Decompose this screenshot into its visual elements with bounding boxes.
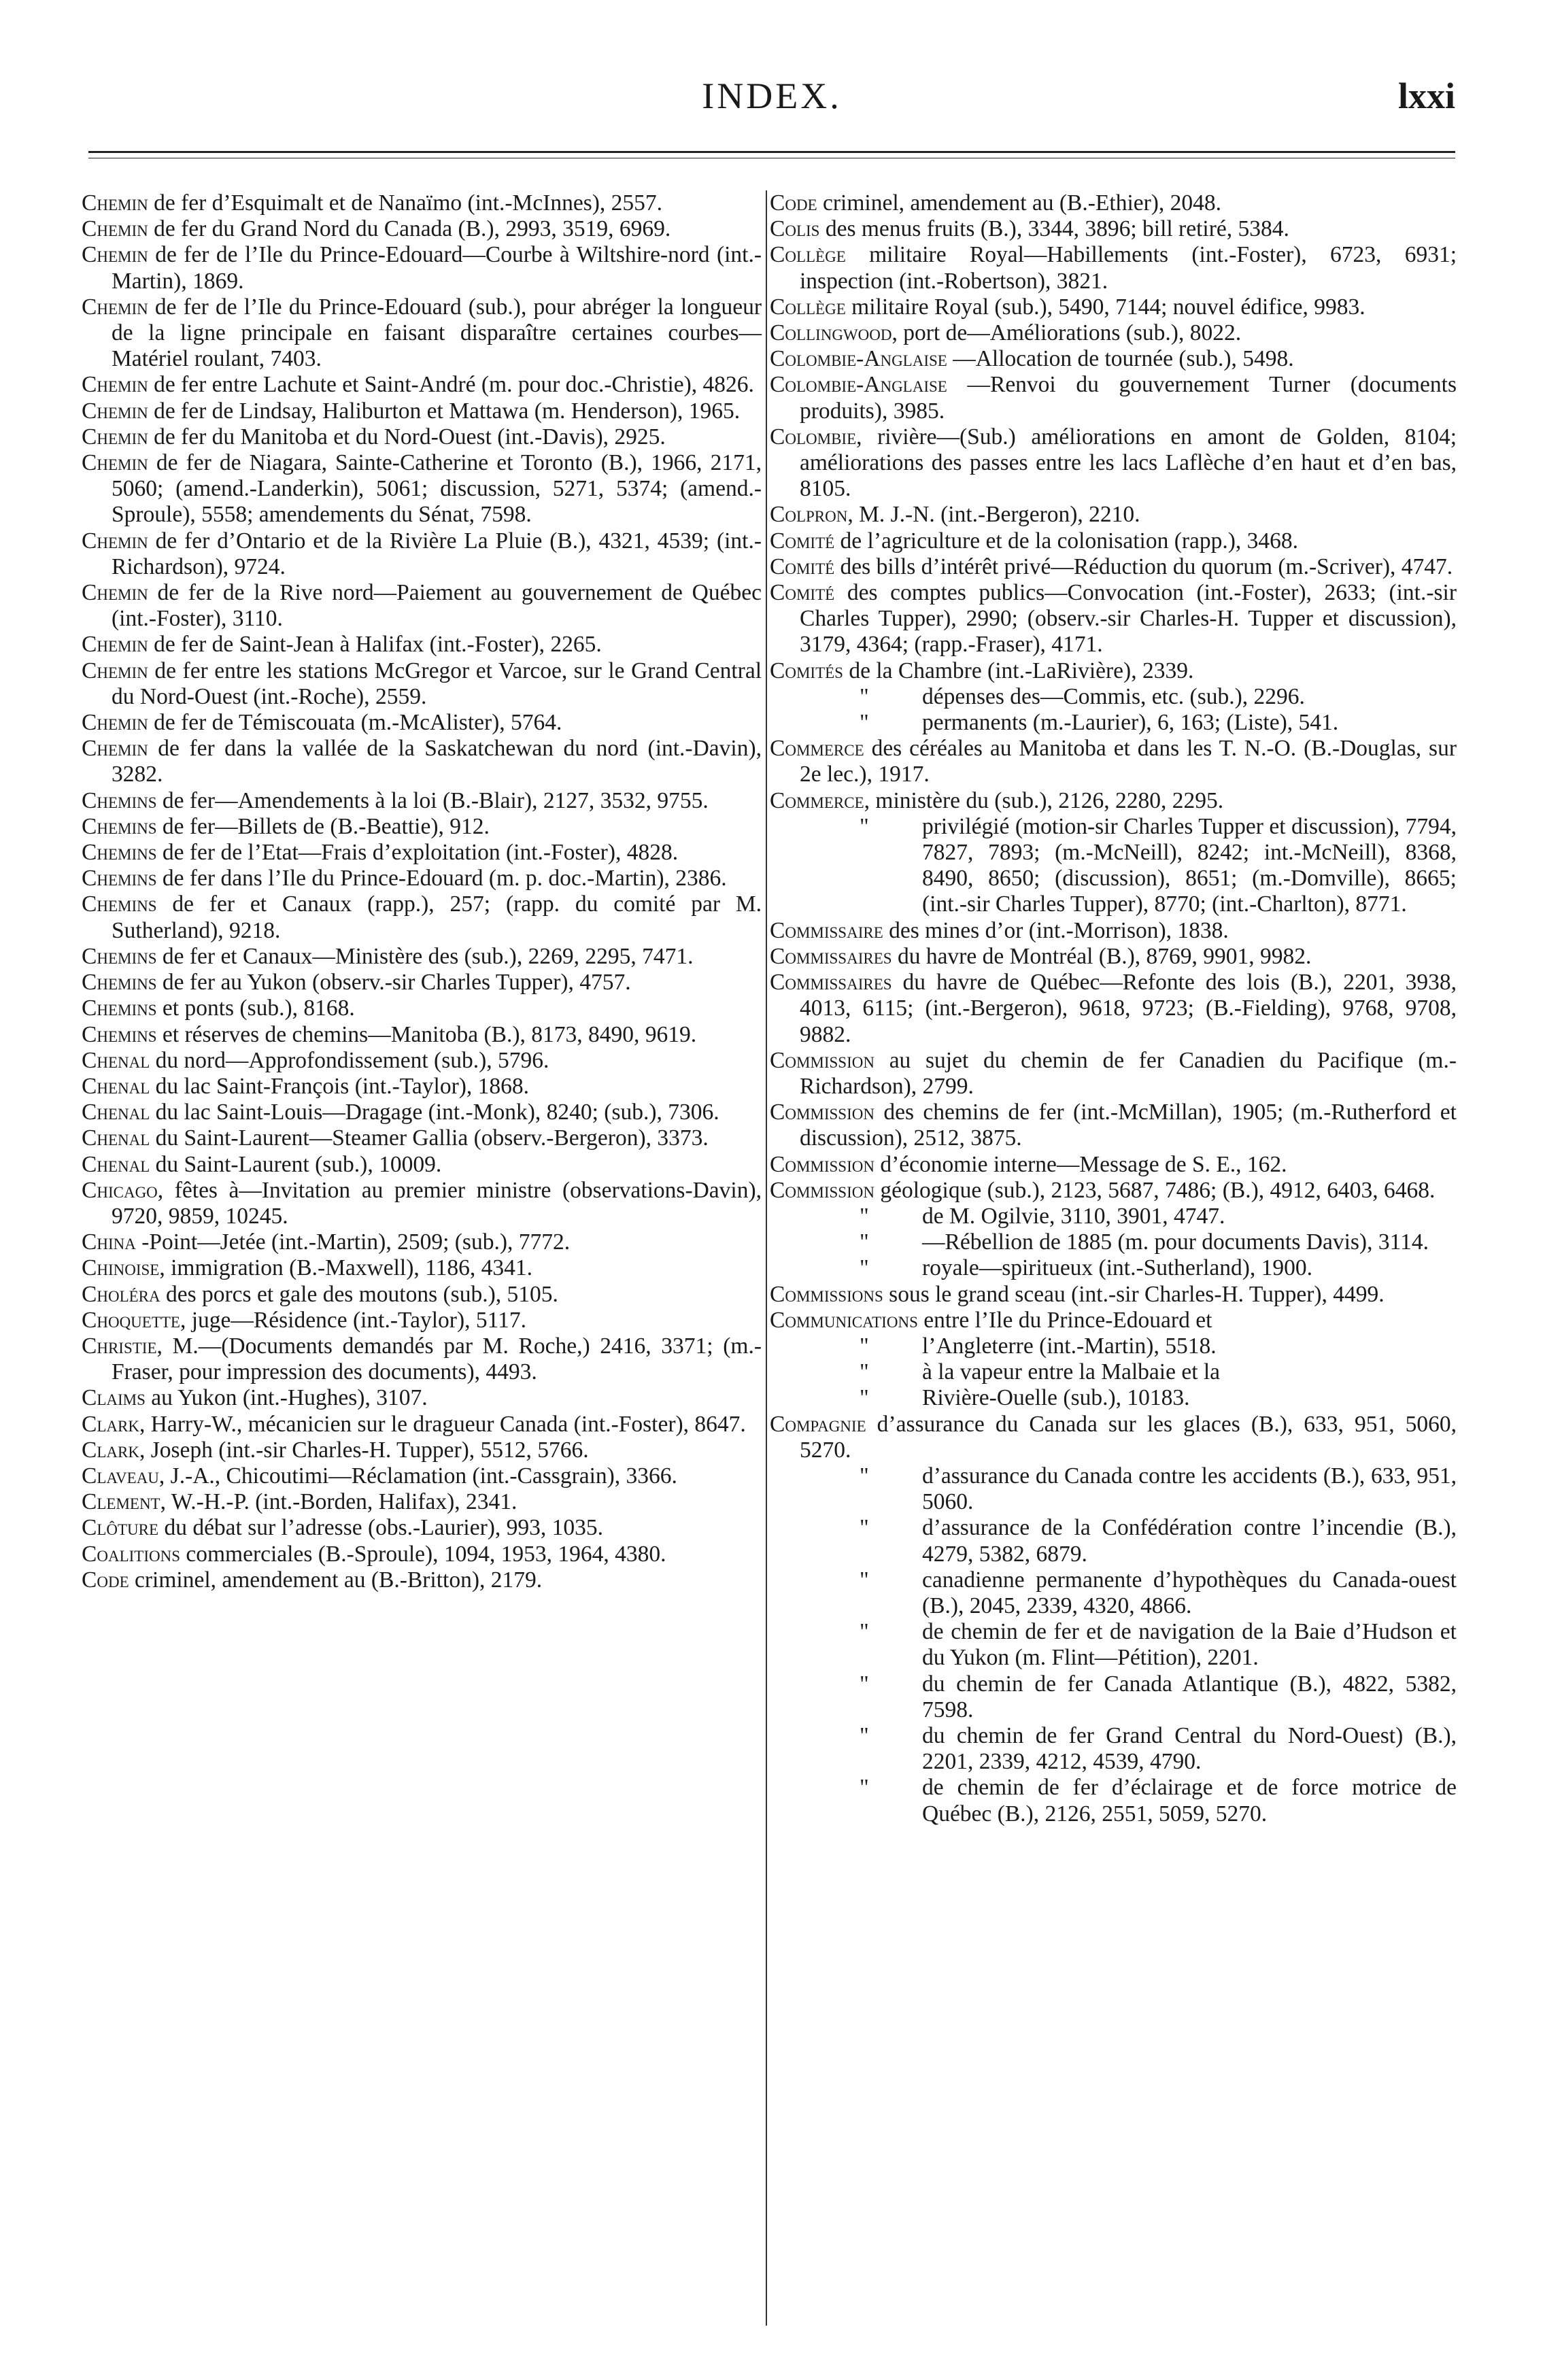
index-entry	[770, 736, 1457, 787]
page-title: INDEX.	[702, 75, 842, 116]
entry-text: —Allocation de tournée (sub.), 5498.	[953, 346, 1294, 372]
entry-text: rivière—(Sub.) améliorations en amont de Golden, 8104; améliorations des passes entre les lacs Laflèche d’en haut et d’en bas, 8105.	[800, 424, 1457, 502]
entry-text: des porcs et gale des moutons (sub.), 5105.	[166, 1281, 558, 1307]
index-entry	[82, 891, 762, 943]
index-entry	[770, 814, 1457, 918]
entry-text: sous le grand sceau (int.-sir Charles-H. Tupper), 4499.	[889, 1281, 1385, 1307]
index-entry	[82, 1333, 762, 1385]
entry-heading: Colis	[770, 216, 820, 242]
index-entry	[770, 502, 1457, 528]
ditto-mark: "	[860, 683, 869, 709]
entry-text: et réserves de chemins—Manitoba (B.), 8173, 8490, 9619.	[162, 1021, 697, 1047]
entry-text: Joseph (int.-sir Charles-H. Tupper), 5512, 5766.	[150, 1437, 589, 1463]
index-entry	[770, 1048, 1457, 1100]
entry-heading: Chenal	[82, 1125, 150, 1151]
entry-text: de fer de l’Ile du Prince-Edouard—Courbe à Wiltshire-nord (int.-Martin), 1869.	[112, 242, 762, 294]
index-entry	[82, 814, 762, 840]
entry-heading: Code	[770, 190, 817, 216]
index-entry	[770, 1333, 1457, 1359]
entry-text: du havre de Montréal (B.), 8769, 9901, 9982.	[897, 943, 1312, 969]
entry-heading: Chenal	[82, 1073, 150, 1099]
index-entry	[82, 788, 762, 814]
entry-text: du lac Saint-François (int.-Taylor), 1868.	[155, 1073, 530, 1099]
ditto-mark: "	[860, 1203, 869, 1229]
index-entry	[82, 944, 762, 970]
entry-heading: Chemin	[82, 190, 148, 216]
index-entry	[770, 372, 1457, 424]
entry-heading: Chinoise,	[82, 1255, 165, 1281]
entry-text: de fer de Niagara, Sainte-Catherine et Toronto (B.), 1966, 2171, 5060; (amend.-Landerkin), 5061; discussion, 5271, 5374; (amend.-Sproule), 5558; amendements du Sénat, 7598.	[112, 450, 762, 528]
entry-text: J.-A., Chicoutimi—Réclamation (int.-Cassgrain), 3366.	[170, 1463, 677, 1489]
index-entry	[82, 1385, 762, 1411]
entry-heading: Collège	[770, 294, 846, 320]
entry-heading: Clement,	[82, 1489, 166, 1515]
index-entry	[82, 1022, 762, 1048]
index-entry	[82, 710, 762, 736]
entry-heading: Claims	[82, 1385, 146, 1411]
index-entry	[770, 710, 1457, 736]
index-entry	[82, 1463, 762, 1489]
entry-heading: Chemins	[82, 891, 157, 917]
entry-heading: Commission	[770, 1177, 875, 1203]
entry-text: de fer—Billets de (B.-Beattie), 912.	[162, 813, 490, 839]
entry-text: -Point—Jetée (int.-Martin), 2509; (sub.), 7772.	[141, 1229, 571, 1255]
entry-text: du chemin de fer Grand Central du Nord-Ouest) (B.), 2201, 2339, 4212, 4539, 4790.	[922, 1722, 1457, 1775]
index-entry	[82, 736, 762, 787]
entry-text: de la Chambre (int.-LaRivière), 2339.	[849, 658, 1194, 683]
entry-heading: Chemins	[82, 943, 157, 969]
entry-heading: Christie,	[82, 1333, 163, 1359]
entry-text: du Saint-Laurent (sub.), 10009.	[155, 1151, 442, 1177]
index-entry	[82, 398, 762, 424]
index-entry	[770, 1152, 1457, 1178]
ditto-mark: "	[860, 1333, 869, 1359]
index-entry	[770, 346, 1457, 372]
ditto-mark: "	[860, 813, 869, 839]
entry-text: Harry-W., mécanicien sur le dragueur Canada (int.-Foster), 8647.	[150, 1411, 746, 1437]
entry-text: criminel, amendement au (B.-Ethier), 2048.	[823, 190, 1222, 216]
index-entry	[770, 1229, 1457, 1255]
index-entry	[82, 1542, 762, 1567]
entry-heading: Chemin	[82, 242, 148, 268]
index-entry	[82, 1438, 762, 1463]
entry-heading: Commission	[770, 1047, 875, 1073]
entry-heading: Choléra	[82, 1281, 160, 1307]
index-entry	[770, 970, 1457, 1048]
entry-heading: Chemin	[82, 528, 148, 554]
entry-text: du lac Saint-Louis—Dragage (int.-Monk), 8240; (sub.), 7306.	[155, 1100, 719, 1125]
entry-heading: Chemin	[82, 580, 148, 606]
entry-text: de fer de l’Ile du Prince-Edouard (sub.), pour abréger la longueur de la ligne principale en faisant disparaître certaines courbes—Matériel roulant, 7403.	[112, 294, 762, 372]
entry-text: juge—Résidence (int.-Taylor), 5117.	[191, 1307, 526, 1333]
entry-heading: Coalitions	[82, 1541, 180, 1567]
entry-text: géologique (sub.), 2123, 5687, 7486; (B.), 4912, 6403, 6468.	[880, 1177, 1436, 1203]
entry-text: militaire Royal (sub.), 5490, 7144; nouvel édifice, 9983.	[851, 294, 1365, 320]
index-entry	[770, 1515, 1457, 1567]
entry-text: —Rébellion de 1885 (m. pour documents Davis), 3114.	[922, 1229, 1429, 1255]
entry-text: de fer et Canaux (rapp.), 257; (rapp. du comité par M. Sutherland), 9218.	[112, 891, 762, 943]
index-entry	[770, 1412, 1457, 1463]
entry-text: des chemins de fer (int.-McMillan), 1905; (m.-Rutherford et discussion), 2512, 3875.	[800, 1100, 1457, 1151]
entry-text: de fer d’Esquimalt et de Nanaïmo (int.-McInnes), 2557.	[154, 190, 663, 216]
entry-heading: Chemin	[82, 450, 148, 476]
index-entry	[82, 1412, 762, 1438]
ditto-mark: "	[860, 1567, 869, 1593]
ditto-mark: "	[860, 1775, 869, 1801]
entry-heading: Commissions	[770, 1281, 883, 1307]
entry-heading: China	[82, 1229, 136, 1255]
index-entry	[82, 450, 762, 528]
entry-text: de fer entre les stations McGregor et Varcoe, sur le Grand Central du Nord-Ouest (int.-Roche), 2559.	[112, 658, 762, 709]
index-entry	[82, 1515, 762, 1541]
index-entry	[82, 1567, 762, 1593]
entry-heading: Claveau,	[82, 1463, 165, 1489]
entry-text: Rivière-Ouelle (sub.), 10183.	[922, 1385, 1190, 1411]
entry-heading: Chemin	[82, 398, 148, 424]
entry-text: d’assurance de la Confédération contre l’incendie (B.), 4279, 5382, 6879.	[922, 1515, 1457, 1567]
entry-text: entre l’Ile du Prince-Edouard et	[923, 1307, 1212, 1333]
ditto-mark: "	[860, 1722, 869, 1748]
index-entry	[82, 1308, 762, 1333]
entry-heading: Clark,	[82, 1437, 146, 1463]
entry-heading: Code	[82, 1567, 129, 1593]
entry-text: royale—spiritueux (int.-Sutherland), 1900.	[922, 1255, 1313, 1281]
index-entry	[82, 840, 762, 866]
ditto-mark: "	[860, 1255, 869, 1281]
entry-heading: Comité	[770, 528, 835, 554]
entry-heading: Commerce	[770, 736, 864, 762]
entry-text: de fer dans la vallée de la Saskatchewan du nord (int.-Davin), 3282.	[112, 736, 762, 787]
entry-heading: Comités	[770, 658, 843, 683]
entry-heading: Chemins	[82, 787, 157, 813]
index-entry	[770, 944, 1457, 970]
entry-text: des bills d’intérêt privé—Réduction du quorum (m.-Scriver), 4747.	[840, 554, 1453, 579]
entry-text: —Renvoi du gouvernement Turner (documents produits), 3985.	[800, 372, 1457, 424]
entry-heading: Colombie-Anglaise	[770, 346, 947, 372]
index-entry	[82, 970, 762, 996]
entry-text: ministère du (sub.), 2126, 2280, 2295.	[875, 787, 1224, 813]
index-entry	[82, 424, 762, 450]
index-entry	[770, 242, 1457, 294]
entry-heading: Chemin	[82, 372, 148, 398]
entry-heading: Chemins	[82, 970, 157, 996]
entry-text: des comptes publics—Convocation (int.-Foster), 2633; (int.-sir Charles Tupper), 2990; (observ.-sir Charles-H. Tupper et discussion), 3179, 4364; (rapp.-Fraser), 4171.	[800, 580, 1457, 658]
index-entry	[82, 528, 762, 580]
entry-text: de fer de Saint-Jean à Halifax (int.-Foster), 2265.	[154, 632, 602, 658]
index-entry	[770, 684, 1457, 710]
entry-heading: Chenal	[82, 1151, 150, 1177]
column-divider	[766, 190, 767, 2326]
page-number: lxxi	[1397, 75, 1455, 116]
entry-heading: Colombie-Anglaise	[770, 372, 947, 398]
entry-text: du débat sur l’adresse (obs.-Laurier), 993, 1035.	[164, 1515, 604, 1541]
entry-text: de fer—Amendements à la loi (B.-Blair), 2127, 3532, 9755.	[162, 787, 709, 813]
index-entry	[82, 1074, 762, 1100]
index-entry	[770, 1255, 1457, 1281]
entry-heading: Comité	[770, 554, 835, 579]
index-entry	[82, 866, 762, 891]
entry-heading: Colombie,	[770, 424, 862, 449]
entry-heading: Chemins	[82, 996, 157, 1021]
ditto-mark: "	[860, 1359, 869, 1385]
entry-heading: Commerce,	[770, 787, 870, 813]
entry-text: M. J.-N. (int.-Bergeron), 2210.	[859, 502, 1140, 528]
index-entry	[82, 1152, 762, 1178]
entry-heading: Chemin	[82, 424, 148, 449]
entry-heading: Chemin	[82, 294, 148, 320]
page-header	[88, 75, 1455, 122]
entry-text: au Yukon (int.-Hughes), 3107.	[151, 1385, 428, 1411]
entry-heading: Commissaires	[770, 943, 892, 969]
entry-heading: Commission	[770, 1100, 875, 1125]
entry-text: M.—(Documents demandés par M. Roche,) 2416, 3371; (m.-Fraser, pour impression des documents), 4493.	[112, 1333, 762, 1385]
entry-heading: Chemins	[82, 1021, 157, 1047]
entry-text: des menus fruits (B.), 3344, 3896; bill retiré, 5384.	[825, 216, 1289, 242]
entry-text: militaire Royal—Habillements (int.-Foster), 6723, 6931; inspection (int.-Robertson), 3821.	[800, 242, 1457, 294]
index-entry	[770, 658, 1457, 684]
entry-text: du nord—Approfondissement (sub.), 5796.	[155, 1047, 549, 1073]
entry-text: de fer dans l’Ile du Prince-Edouard (m. p. doc.-Martin), 2386.	[162, 866, 727, 891]
entry-heading: Clark,	[82, 1411, 146, 1437]
entry-heading: Chemin	[82, 216, 148, 242]
ditto-mark: "	[860, 1229, 869, 1255]
entry-text: et ponts (sub.), 8168.	[162, 996, 355, 1021]
entry-text: du havre de Québec—Refonte des lois (B.), 2201, 3938, 4013, 6115; (int.-Bergeron), 9618, 9723; (B.-Fielding), 9768, 9708, 9882.	[800, 970, 1457, 1047]
entry-text: dépenses des—Commis, etc. (sub.), 2296.	[922, 683, 1305, 709]
entry-heading: Collège	[770, 242, 846, 268]
ditto-mark: "	[860, 1619, 869, 1645]
index-entry	[770, 1204, 1457, 1229]
index-entry	[770, 424, 1457, 503]
index-entry	[82, 580, 762, 632]
entry-heading: Communications	[770, 1307, 918, 1333]
entry-text: de fer de l’Etat—Frais d’exploitation (int.-Foster), 4828.	[162, 840, 679, 866]
header-rule-thick	[88, 151, 1455, 153]
index-entry	[770, 1671, 1457, 1723]
index-entry	[770, 1282, 1457, 1308]
ditto-mark: "	[860, 1463, 869, 1489]
index-entry	[82, 1048, 762, 1074]
entry-heading: Chenal	[82, 1047, 150, 1073]
entry-text: immigration (B.-Maxwell), 1186, 4341.	[171, 1255, 532, 1281]
index-entry	[82, 294, 762, 373]
entry-text: de fer de Lindsay, Haliburton et Mattawa (m. Henderson), 1965.	[154, 398, 741, 424]
index-entry	[82, 372, 762, 398]
entry-text: d’assurance du Canada contre les accidents (B.), 633, 951, 5060.	[922, 1463, 1457, 1515]
entry-heading: Chemin	[82, 710, 148, 736]
index-entry	[770, 1723, 1457, 1775]
entry-text: du Saint-Laurent—Steamer Gallia (observ.-Bergeron), 3373.	[155, 1125, 709, 1151]
entry-text: du chemin de fer Canada Atlantique (B.), 4822, 5382, 7598.	[922, 1671, 1457, 1722]
entry-text: de fer du Manitoba et du Nord-Ouest (int.-Davis), 2925.	[154, 424, 666, 449]
entry-heading: Chemin	[82, 736, 148, 762]
ditto-mark: "	[860, 1671, 869, 1697]
ditto-mark: "	[860, 710, 869, 736]
entry-text: d’économie interne—Message de S. E., 162.	[880, 1151, 1287, 1177]
entry-heading: Collingwood,	[770, 320, 898, 346]
entry-text: de chemin de fer d’éclairage et de force motrice de Québec (B.), 2126, 2551, 5059, 5270.	[922, 1775, 1457, 1826]
index-entry	[82, 190, 762, 216]
index-entry	[82, 1125, 762, 1151]
entry-heading: Commissaire	[770, 917, 883, 943]
index-entry	[770, 528, 1457, 554]
entry-text: de fer de Témiscouata (m.-McAlister), 5764.	[154, 710, 562, 736]
index-entry	[82, 658, 762, 710]
index-entry	[82, 242, 762, 294]
index-column-right	[770, 190, 1457, 1827]
ditto-mark: "	[860, 1515, 869, 1541]
entry-heading: Chemin	[82, 632, 148, 658]
index-entry	[82, 1282, 762, 1308]
index-column-left	[82, 190, 762, 1593]
entry-text: de M. Ogilvie, 3110, 3901, 4747.	[922, 1203, 1225, 1229]
ditto-mark: "	[860, 1385, 869, 1411]
index-entry	[770, 554, 1457, 580]
entry-text: à la vapeur entre la Malbaie et la	[922, 1359, 1221, 1385]
entry-text: de chemin de fer et de navigation de la Baie d’Hudson et du Yukon (m. Flint—Pétition), 2201.	[922, 1619, 1457, 1671]
index-entry	[770, 1359, 1457, 1385]
entry-text: des mines d’or (int.-Morrison), 1838.	[889, 917, 1229, 943]
entry-text: au sujet du chemin de fer Canadien du Pacifique (m.-Richardson), 2799.	[800, 1047, 1457, 1099]
entry-text: des céréales au Manitoba et dans les T. N.-O. (B.-Douglas, sur 2e lec.), 1917.	[800, 736, 1457, 787]
entry-text: permanents (m.-Laurier), 6, 163; (Liste), 541.	[922, 710, 1339, 736]
entry-text: de fer et Canaux—Ministère des (sub.), 2269, 2295, 7471.	[162, 943, 694, 969]
entry-heading: Commissaires	[770, 970, 892, 996]
entry-text: criminel, amendement au (B.-Britton), 2179.	[135, 1567, 543, 1593]
index-entry	[770, 1775, 1457, 1826]
entry-text: canadienne permanente d’hypothèques du Canada-ouest (B.), 2045, 2339, 4320, 4866.	[922, 1567, 1457, 1618]
index-entry	[82, 1489, 762, 1515]
index-entry	[770, 320, 1457, 346]
index-entry	[770, 1619, 1457, 1671]
entry-heading: Chenal	[82, 1100, 150, 1125]
index-entry	[82, 1100, 762, 1125]
entry-text: de fer du Grand Nord du Canada (B.), 2993, 3519, 6969.	[154, 216, 671, 242]
index-entry	[770, 1100, 1457, 1151]
entry-text: l’Angleterre (int.-Martin), 5518.	[922, 1333, 1217, 1359]
index-entry	[770, 1385, 1457, 1411]
entry-heading: Commission	[770, 1151, 875, 1177]
entry-text: de fer d’Ontario et de la Rivière La Pluie (B.), 4321, 4539; (int.-Richardson), 9724.	[112, 528, 762, 579]
entry-text: fêtes à—Invitation au premier ministre (observations-Davin), 9720, 9859, 10245.	[112, 1177, 762, 1229]
entry-text: de fer de la Rive nord—Paiement au gouvernement de Québec (int.-Foster), 3110.	[112, 580, 762, 632]
entry-heading: Chemins	[82, 866, 157, 891]
index-entry	[770, 1308, 1457, 1333]
index-entry	[770, 294, 1457, 320]
entry-heading: Clôture	[82, 1515, 159, 1541]
index-entry	[770, 216, 1457, 242]
entry-text: W.-H.-P. (int.-Borden, Halifax), 2341.	[171, 1489, 517, 1515]
index-entry	[770, 190, 1457, 216]
entry-text: de fer au Yukon (observ.-sir Charles Tupper), 4757.	[162, 970, 631, 996]
entry-heading: Chemins	[82, 840, 157, 866]
index-entry	[82, 1229, 762, 1255]
index-entry	[770, 918, 1457, 944]
entry-heading: Comité	[770, 580, 835, 606]
index-entry	[770, 1178, 1457, 1204]
entry-heading: Chemins	[82, 813, 157, 839]
entry-text: privilégié (motion-sir Charles Tupper et discussion), 7794, 7827, 7893; (m.-McNeill), 8242; int.-McNeill), 8368, 8490, 8650; (discussion), 8651; (m.-Domville), 8665; (int.-sir Charles Tupper), 8770; (int.-Charlton), 8771.	[922, 813, 1457, 917]
index-entry	[770, 1463, 1457, 1515]
index-entry	[770, 1567, 1457, 1619]
entry-text: de fer entre Lachute et Saint-André (m. pour doc.-Christie), 4826.	[154, 372, 754, 398]
entry-heading: Colpron,	[770, 502, 853, 528]
entry-text: commerciales (B.-Sproule), 1094, 1953, 1964, 4380.	[186, 1541, 666, 1567]
entry-heading: Chicago,	[82, 1177, 164, 1203]
index-entry	[82, 1178, 762, 1229]
index-entry	[770, 788, 1457, 814]
entry-heading: Compagnie	[770, 1411, 866, 1437]
index-entry	[82, 1255, 762, 1281]
index-entry	[82, 996, 762, 1021]
index-entry	[82, 632, 762, 658]
entry-text: de l’agriculture et de la colonisation (rapp.), 3468.	[840, 528, 1299, 554]
entry-heading: Choquette,	[82, 1307, 186, 1333]
entry-text: d’assurance du Canada sur les glaces (B.), 633, 951, 5060, 5270.	[800, 1411, 1457, 1463]
entry-heading: Chemin	[82, 658, 148, 683]
index-entry	[770, 580, 1457, 658]
index-entry	[82, 216, 762, 242]
entry-text: port de—Améliorations (sub.), 8022.	[903, 320, 1242, 346]
